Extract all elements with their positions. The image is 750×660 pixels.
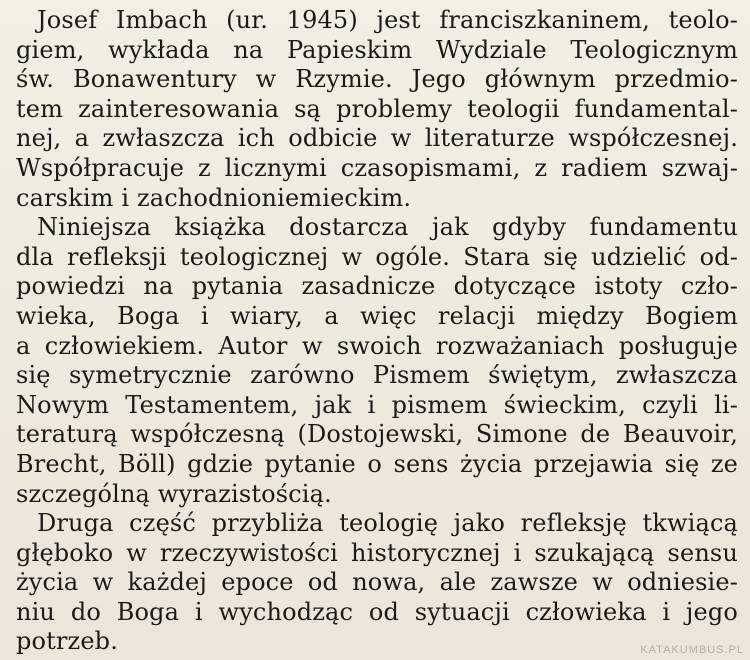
text-line: dla refleksji teologicznej w ogóle. Stara się udzielić od- — [16, 242, 738, 271]
text-line: szczególną wyrazistością. — [16, 479, 332, 508]
text-line: Josef Imbach (ur. 1945) jest franciszkaninem, teolo- — [37, 6, 738, 34]
text-line: carskim i zachodnioniemieckim. — [16, 183, 412, 212]
text-line: Brecht, Böll) gdzie pytanie o sens życia przejawia się ze — [16, 449, 738, 478]
paragraph-second-part — [16, 509, 738, 657]
text-line: Nowym Testamentem, jak i pismem świeckim, czyli li- — [16, 390, 738, 419]
paragraph-book-description — [16, 213, 738, 509]
paragraph-author-bio — [16, 6, 738, 213]
text-line: tem zainteresowania są problemy teologii fundamental- — [16, 94, 738, 123]
text-line: Niniejsza książka dostarcza jak gdyby fundamentu — [37, 213, 738, 242]
text-line: wieka, Boga i wiary, a więc relacji między Bogiem — [16, 301, 738, 330]
text-line: a człowiekiem. Autor w swoich rozważaniach posługuje — [16, 331, 738, 360]
text-line: Współpracuje z licznymi czasopismami, z radiem szwaj- — [16, 153, 738, 182]
text-line: życia w każdej epoce od nowa, ale zawsze w odniesie- — [16, 568, 738, 597]
text-line: potrzeb. — [16, 627, 118, 656]
text-line: św. Bonawentury w Rzymie. Jego głównym przedmio- — [16, 65, 738, 94]
text-line: powiedzi na pytania zasadnicze dotyczące istoty czło- — [16, 272, 738, 301]
text-block — [16, 6, 738, 657]
text-line: nej, a zwłaszcza ich odbicie w literaturze współczesnej. — [16, 124, 738, 153]
watermark: KATAKUMBUS.PL — [640, 644, 744, 656]
text-line: się symetrycznie zarówno Pismem świętym, zwłaszcza — [16, 361, 738, 390]
text-line: niu do Boga i wychodząc od sytuacji człowieka i jego — [16, 597, 738, 626]
text-line: teraturą współczesną (Dostojewski, Simone de Beauvoir, — [16, 420, 738, 449]
text-line: głęboko w rzeczywistości historycznej i szukającą sensu — [16, 538, 738, 567]
text-line: Druga część przybliża teologię jako refleksję tkwiącą — [37, 509, 738, 538]
text-line: giem, wykłada na Papieskim Wydziale Teologicznym — [16, 35, 738, 64]
